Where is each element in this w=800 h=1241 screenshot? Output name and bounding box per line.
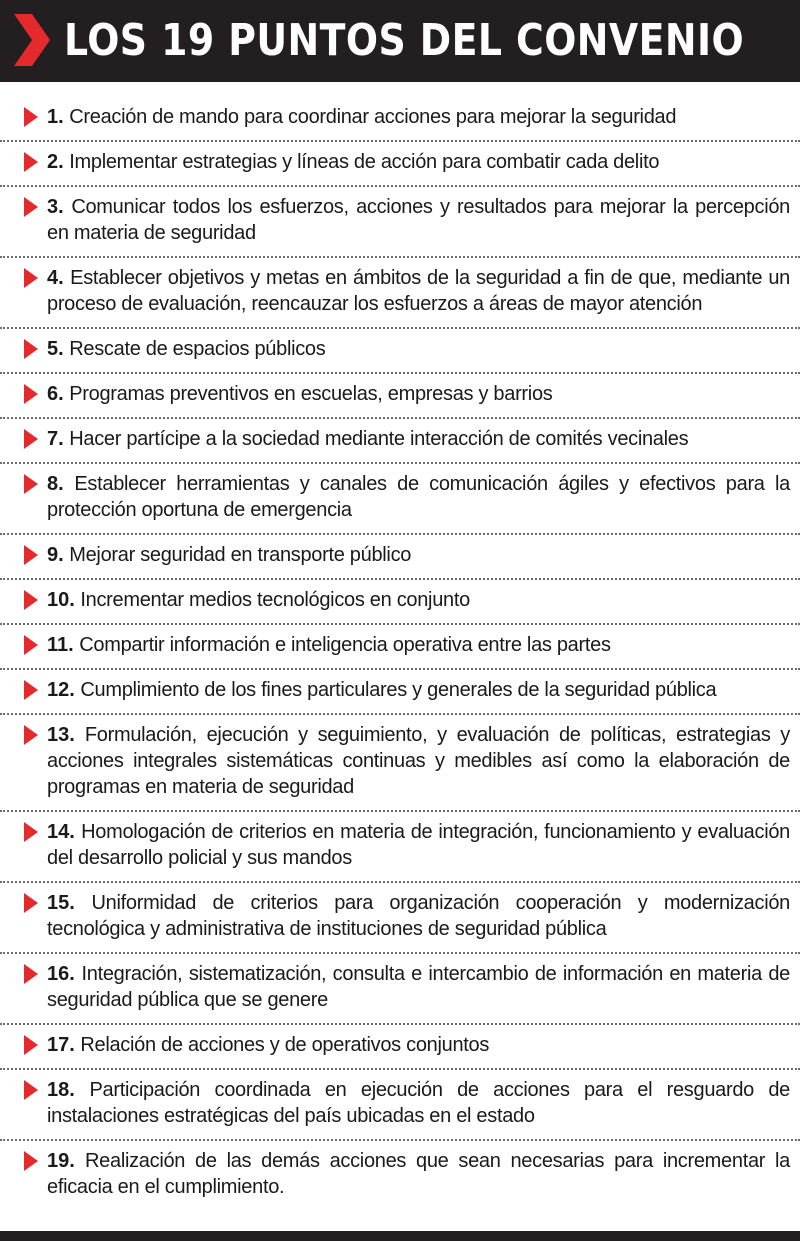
bullet-arrow-icon — [24, 635, 38, 655]
item-text: Relación de acciones y de operativos conjuntos — [80, 1034, 490, 1056]
bullet-arrow-icon — [24, 384, 38, 404]
item-number: 11. — [47, 634, 74, 656]
item-number: 1. — [47, 106, 64, 128]
list-item — [0, 464, 800, 535]
list-item — [0, 812, 800, 883]
list-item — [0, 715, 800, 812]
bullet-arrow-icon — [24, 545, 38, 565]
item-text: Homologación de criterios en materia de integración, funcionamiento y evaluación del desarrollo policial y sus mandos — [47, 821, 790, 869]
item-text: Programas preventivos en escuelas, empresas y barrios — [69, 383, 553, 405]
page-title: LOS 19 PUNTOS DEL CONVENIO — [64, 15, 745, 66]
item-number: 5. — [47, 338, 64, 360]
item-number: 15. — [47, 892, 75, 914]
item-text: Incrementar medios tecnológicos en conjunto — [80, 589, 470, 611]
item-number: 2. — [47, 151, 64, 173]
item-number: 16. — [47, 963, 75, 985]
bullet-arrow-icon — [24, 1151, 38, 1171]
item-text: Realización de las demás acciones que sean necesarias para incrementar la eficacia en el cumplimiento. — [47, 1150, 791, 1198]
item-text: Creación de mando para coordinar acciones para mejorar la seguridad — [69, 106, 677, 128]
item-text: Establecer objetivos y metas en ámbitos de la seguridad a fin de que, mediante un proceso de evaluación, reencauzar los esfuerzos a áreas de mayor atención — [47, 267, 790, 315]
item-text: Cumplimiento de los fines particulares y generales de la seguridad pública — [80, 679, 717, 701]
bullet-arrow-icon — [24, 680, 38, 700]
list-item — [0, 329, 800, 374]
list-item — [0, 374, 800, 419]
item-text: Hacer partícipe a la sociedad mediante interacción de comités vecinales — [69, 428, 689, 450]
bullet-arrow-icon — [24, 590, 38, 610]
item-text: Rescate de espacios públicos — [69, 338, 326, 360]
item-number: 19. — [47, 1150, 75, 1172]
item-number: 7. — [47, 428, 64, 450]
list-item — [0, 419, 800, 464]
item-number: 3. — [47, 196, 64, 218]
bullet-arrow-icon — [24, 339, 38, 359]
item-number: 4. — [47, 267, 64, 289]
item-number: 13. — [47, 724, 75, 746]
item-text: Uniformidad de criterios para organización cooperación y modernización tecnológica y administrativa de instituciones de seguridad pública — [47, 892, 790, 940]
list-item — [0, 258, 800, 329]
item-text: Comunicar todos los esfuerzos, acciones y resultados para mejorar la percepción en materia de seguridad — [47, 196, 790, 244]
item-text: Compartir información e inteligencia operativa entre las partes — [79, 634, 611, 656]
item-text: Participación coordinada en ejecución de acciones para el resguardo de instalaciones estratégicas del país ubicadas en el estado — [47, 1079, 791, 1127]
item-text: Establecer herramientas y canales de comunicación ágiles y efectivos para la protección oportuna de emergencia — [47, 473, 790, 521]
bullet-arrow-icon — [24, 822, 38, 842]
bullet-arrow-icon — [24, 725, 38, 745]
item-number: 17. — [47, 1034, 75, 1056]
list-item — [0, 97, 800, 142]
bullet-arrow-icon — [24, 474, 38, 494]
item-number: 9. — [47, 544, 64, 566]
item-number: 8. — [47, 473, 64, 495]
list-item — [0, 625, 800, 670]
bullet-arrow-icon — [24, 1080, 38, 1100]
list-item — [0, 1141, 800, 1212]
list-item — [0, 670, 800, 715]
list-item — [0, 883, 800, 954]
bullet-arrow-icon — [24, 268, 38, 288]
bullet-arrow-icon — [24, 152, 38, 172]
item-text: Integración, sistematización, consulta e intercambio de información en materia de seguridad pública que se genere — [47, 963, 790, 1011]
points-list — [0, 97, 800, 1212]
item-number: 6. — [47, 383, 64, 405]
bullet-arrow-icon — [24, 964, 38, 984]
list-item — [0, 187, 800, 258]
bullet-arrow-icon — [24, 429, 38, 449]
bullet-arrow-icon — [24, 1035, 38, 1055]
item-number: 18. — [47, 1079, 75, 1101]
list-item — [0, 142, 800, 187]
footer-rule — [0, 1231, 800, 1241]
item-number: 10. — [47, 589, 75, 611]
item-number: 12. — [47, 679, 75, 701]
item-number: 14. — [47, 821, 75, 843]
bullet-arrow-icon — [24, 107, 38, 127]
list-item — [0, 954, 800, 1025]
chevron-right-icon — [6, 14, 52, 66]
list-item — [0, 580, 800, 625]
bullet-arrow-icon — [24, 893, 38, 913]
header-bar — [0, 0, 800, 82]
item-text: Implementar estrategias y líneas de acción para combatir cada delito — [69, 151, 660, 173]
bullet-arrow-icon — [24, 197, 38, 217]
item-text: Formulación, ejecución y seguimiento, y evaluación de políticas, estrategias y acciones integrales sistemáticas continuas y medibles así como la elaboración de programas en materia de seguridad — [47, 724, 790, 798]
item-text: Mejorar seguridad en transporte público — [69, 544, 412, 566]
list-item — [0, 1070, 800, 1141]
list-item — [0, 1025, 800, 1070]
list-item — [0, 535, 800, 580]
